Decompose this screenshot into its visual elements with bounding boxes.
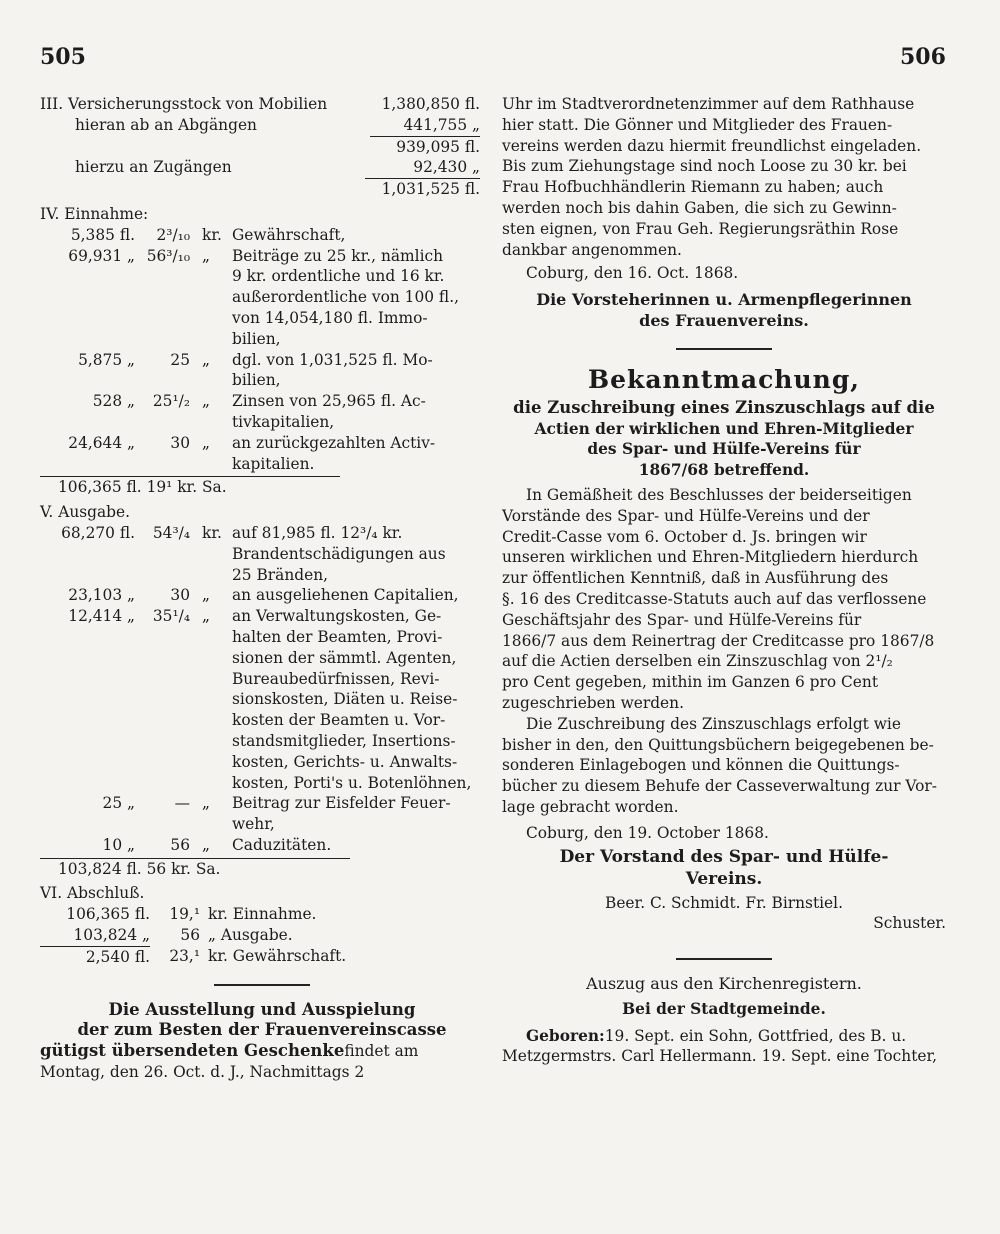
section3-row-value: 92,430 „ bbox=[413, 158, 480, 177]
paragraph-line: unseren wirklichen und Ehren-Mitgliedern hierdurch bbox=[502, 548, 919, 567]
right-column bbox=[502, 94, 946, 1067]
section3-row-value: 939,095 fl. bbox=[370, 136, 480, 158]
currency-unit: „ bbox=[202, 607, 210, 626]
spacer bbox=[40, 412, 232, 433]
balance-label: kr. Einnahme. bbox=[208, 905, 317, 924]
page-number-right: 506 bbox=[900, 44, 946, 70]
exhibition-line: der zum Besten der Frauenvereinscasse bbox=[77, 1020, 447, 1040]
exhibition-notice bbox=[40, 1000, 484, 1083]
ledger-row bbox=[40, 814, 484, 835]
paragraph-line: Vorstände des Spar- und Hülfe-Vereins und der bbox=[502, 506, 870, 525]
spacer bbox=[40, 565, 232, 586]
currency-unit: „ bbox=[202, 433, 210, 452]
paragraph-line: In Gemäßheit des Beschlusses der beiderseitigen bbox=[526, 485, 912, 504]
amount-gulden: 12,414 „ bbox=[68, 607, 135, 626]
ledger-row bbox=[40, 225, 484, 246]
ledger-row bbox=[40, 454, 484, 475]
balance-gulden: 106,365 fl. bbox=[66, 905, 150, 924]
board-signature: Der Vorstand des Spar- und Hülfe- bbox=[559, 846, 889, 867]
ledger-description: bilien, bbox=[232, 329, 281, 348]
ledger-description: Caduzitäten. bbox=[232, 835, 332, 854]
ledger-description: an zurückgezahlten Activ- bbox=[232, 433, 436, 452]
section4-sum: 106,365 fl. 19¹ kr. Sa. bbox=[58, 478, 227, 497]
spacer bbox=[40, 370, 232, 391]
section3-row-label: hierzu an Zugängen bbox=[75, 158, 232, 177]
ledger-description: Zinsen von 25,965 fl. Ac- bbox=[232, 392, 426, 411]
section-6 bbox=[40, 883, 484, 967]
ledger-row bbox=[40, 669, 484, 690]
spacer bbox=[40, 544, 232, 565]
paragraph-line: sonderen Einlagebogen und können die Quittungs- bbox=[502, 756, 900, 775]
divider bbox=[676, 958, 772, 960]
ledger-description: kapitalien. bbox=[232, 454, 315, 473]
divider bbox=[214, 984, 310, 986]
currency-unit: kr. bbox=[202, 523, 222, 542]
text-line: vereins werden dazu hiermit freundlichst eingeladen. bbox=[502, 136, 922, 155]
ledger-row bbox=[40, 370, 484, 391]
ledger-row bbox=[40, 266, 484, 287]
paragraph-line: bücher zu diesem Behufe der Casseverwaltung zur Vor- bbox=[502, 777, 937, 796]
spacer bbox=[40, 287, 232, 308]
paragraph-line: 1866/7 aus dem Reinertrag der Creditcasse pro 1867/8 bbox=[502, 631, 935, 650]
balance-gulden: 2,540 fl. bbox=[40, 946, 150, 968]
ledger-description: von 14,054,180 fl. Immo- bbox=[232, 308, 428, 327]
ledger-description: halten der Beamten, Provi- bbox=[232, 627, 443, 646]
balance-row bbox=[40, 925, 484, 946]
currency-unit: „ bbox=[202, 350, 210, 369]
born-line: Metzgermstrs. Carl Hellermann. 19. Sept. eine Tochter, bbox=[502, 1047, 938, 1066]
ledger-row bbox=[40, 710, 484, 731]
text-line: Uhr im Stadtverordnetenzimmer auf dem Rathhause bbox=[502, 95, 915, 113]
ledger-row bbox=[40, 246, 484, 267]
balance-row bbox=[40, 946, 484, 968]
ledger-description: kosten der Beamten u. Vor- bbox=[232, 711, 446, 730]
currency-unit: „ bbox=[202, 392, 210, 411]
amount-gulden: 25 „ bbox=[102, 794, 135, 813]
church-register-title: Auszug aus den Kirchenregistern. bbox=[586, 974, 862, 994]
left-column bbox=[40, 94, 484, 1083]
ledger-row bbox=[40, 350, 484, 371]
section3-label: III. Versicherungsstock von Mobilien bbox=[40, 95, 328, 113]
ledger-description: Beitrag zur Eisfelder Feuer- bbox=[232, 794, 451, 813]
ledger-description: bilien, bbox=[232, 371, 281, 390]
text-line: Bis zum Ziehungstage sind noch Loose zu 30 kr. bei bbox=[502, 157, 907, 176]
amount-kreuzer: 56 bbox=[170, 835, 190, 854]
spacer bbox=[40, 454, 232, 475]
currency-unit: „ bbox=[202, 246, 210, 265]
exhibition-last-line: Montag, den 26. Oct. d. J., Nachmittags 2 bbox=[40, 1063, 365, 1082]
paragraph-line: lage gebracht worden. bbox=[502, 797, 679, 816]
amount-kreuzer: — bbox=[174, 794, 190, 813]
balance-label: „ Ausgabe. bbox=[208, 926, 293, 945]
section3-value: 1,380,850 fl. bbox=[381, 95, 480, 113]
born-label: Geboren: bbox=[526, 1026, 605, 1045]
ledger-row bbox=[40, 835, 484, 856]
text-line: sten eignen, von Frau Geh. Regierungsräthin Rose bbox=[502, 219, 899, 238]
ledger-description: sionskosten, Diäten u. Reise- bbox=[232, 690, 458, 709]
ledger-description: an ausgeliehenen Capitalien, bbox=[232, 586, 459, 605]
ledger-row bbox=[40, 773, 484, 794]
exhibition-bold-part: gütigst übersendeten Geschenke bbox=[40, 1041, 345, 1061]
announcement-date: Coburg, den 19. October 1868. bbox=[526, 823, 769, 842]
ledger-description: auf 81,985 fl. 12³/₄ kr. bbox=[232, 523, 403, 542]
amount-kreuzer: 56³/₁₀ bbox=[146, 246, 190, 265]
paragraph-line: zur öffentlichen Kenntniß, daß in Ausführung des bbox=[502, 569, 889, 588]
ledger-row bbox=[40, 606, 484, 627]
ledger-description: Beiträge zu 25 kr., nämlich bbox=[232, 246, 444, 265]
board-signature: Vereins. bbox=[685, 868, 763, 889]
announcement-paragraph-2 bbox=[502, 714, 946, 818]
section-4 bbox=[40, 204, 484, 498]
announcement-paragraph-1 bbox=[502, 485, 946, 714]
ledger-description: außerordentliche von 100 fl., bbox=[232, 288, 459, 307]
currency-unit: „ bbox=[202, 586, 210, 605]
exhibition-continuation bbox=[502, 94, 946, 260]
spacer bbox=[40, 648, 232, 669]
spacer bbox=[40, 689, 232, 710]
ledger-description: 9 kr. ordentliche und 16 kr. bbox=[232, 267, 445, 286]
currency-unit: kr. bbox=[202, 225, 222, 244]
ledger-description: standsmitglieder, Insertions- bbox=[232, 731, 456, 750]
exhibition-date: Coburg, den 16. Oct. 1868. bbox=[526, 264, 739, 283]
amount-gulden: 24,644 „ bbox=[68, 433, 135, 452]
amount-kreuzer: 30 bbox=[170, 586, 190, 605]
text-line: hier statt. Die Gönner und Mitglieder des Frauen- bbox=[502, 115, 893, 134]
section5-title: V. Ausgabe. bbox=[40, 503, 131, 522]
exhibition-line: Die Ausstellung und Ausspielung bbox=[108, 999, 416, 1019]
text-line: Frau Hofbuchhändlerin Riemann zu haben; auch bbox=[502, 178, 884, 197]
ledger-row bbox=[40, 648, 484, 669]
paragraph-line: Credit-Casse vom 6. October d. Js. bringen wir bbox=[502, 527, 867, 546]
exhibition-rest: findet am bbox=[344, 1042, 419, 1061]
ledger-description: an Verwaltungskosten, Ge- bbox=[232, 607, 442, 626]
ledger-description: Gewährschaft, bbox=[232, 225, 346, 244]
section3-row-label bbox=[40, 178, 365, 200]
paragraph-line: pro Cent gegeben, mithin im Ganzen 6 pro Cent bbox=[502, 673, 879, 692]
amount-gulden: 68,270 fl. bbox=[61, 523, 135, 542]
spacer bbox=[40, 752, 232, 773]
ledger-description: Brandentschädigungen aus bbox=[232, 544, 446, 563]
ledger-row bbox=[40, 585, 484, 606]
ledger-row bbox=[40, 565, 484, 586]
subtitle-line: die Zuschreibung eines Zinszuschlags auf die bbox=[513, 397, 935, 417]
announcement-title: Bekanntmachung, bbox=[587, 364, 861, 394]
ledger-description: tivkapitalien, bbox=[232, 412, 335, 431]
born-line: 19. Sept. ein Sohn, Gottfried, des B. u. bbox=[604, 1026, 907, 1045]
balance-row bbox=[40, 904, 484, 925]
ledger-description: wehr, bbox=[232, 815, 275, 834]
balance-kreuzer: 23,¹ bbox=[169, 946, 200, 965]
balance-kreuzer: 19,¹ bbox=[169, 905, 200, 924]
section5-sum: 103,824 fl. 56 kr. Sa. bbox=[58, 859, 221, 878]
currency-unit: „ bbox=[202, 835, 210, 854]
ledger-description: Bureaubedürfnissen, Revi- bbox=[232, 669, 440, 688]
section-3 bbox=[40, 94, 484, 200]
women-association-signature: Die Vorsteherinnen u. Armenpflegerinnen bbox=[536, 290, 912, 310]
spacer bbox=[40, 627, 232, 648]
ledger-row bbox=[40, 287, 484, 308]
spacer bbox=[40, 773, 232, 794]
amount-kreuzer: 30 bbox=[170, 433, 190, 452]
section3-row-label bbox=[40, 136, 370, 158]
ledger-row bbox=[40, 731, 484, 752]
amount-kreuzer: 25 bbox=[170, 350, 190, 369]
amount-gulden: 5,875 „ bbox=[78, 350, 135, 369]
paragraph-line: §. 16 des Creditcasse-Statuts auch auf das verflossene bbox=[502, 589, 927, 608]
spacer bbox=[40, 308, 232, 329]
paragraph-line: zugeschrieben werden. bbox=[502, 693, 684, 712]
section3-row-value: 1,031,525 fl. bbox=[365, 178, 480, 200]
ledger-row bbox=[40, 433, 484, 454]
amount-gulden: 528 „ bbox=[92, 392, 135, 411]
section4-title: IV. Einnahme: bbox=[40, 204, 149, 223]
amount-kreuzer: 35¹/₄ bbox=[152, 607, 190, 626]
ledger-row bbox=[40, 523, 484, 544]
section3-row-value: 441,755 „ bbox=[403, 115, 480, 134]
ledger-row bbox=[40, 412, 484, 433]
amount-gulden: 69,931 „ bbox=[68, 246, 135, 265]
spacer bbox=[40, 710, 232, 731]
text-line: dankbar angenommen. bbox=[502, 240, 682, 259]
divider bbox=[676, 348, 772, 350]
ledger-row bbox=[40, 544, 484, 565]
announcement-subtitle bbox=[502, 398, 946, 481]
spacer bbox=[40, 731, 232, 752]
balance-kreuzer: 56 bbox=[180, 926, 200, 945]
ledger-row bbox=[40, 329, 484, 350]
spacer bbox=[40, 266, 232, 287]
women-association-signature: des Frauenvereins. bbox=[639, 310, 809, 330]
section6-title: VI. Abschluß. bbox=[40, 884, 145, 903]
spacer bbox=[40, 329, 232, 350]
spacer bbox=[40, 669, 232, 690]
ledger-row bbox=[40, 308, 484, 329]
ledger-row bbox=[40, 793, 484, 814]
ledger-description: kosten, Gerichts- u. Anwalts- bbox=[232, 752, 458, 771]
paragraph-line: bisher in den, den Quittungsbüchern beigegebenen be- bbox=[502, 735, 934, 754]
ledger-row bbox=[40, 752, 484, 773]
page-number-left: 505 bbox=[40, 44, 86, 70]
subtitle-line: 1867/68 betreffend. bbox=[638, 461, 810, 480]
ledger-row bbox=[40, 391, 484, 412]
spacer bbox=[40, 814, 232, 835]
ledger-description: kosten, Porti's u. Botenlöhnen, bbox=[232, 773, 472, 792]
paragraph-line: auf die Actien derselben ein Zinszuschlag von 2¹/₂ bbox=[502, 652, 893, 671]
ledger-row bbox=[40, 689, 484, 710]
amount-gulden: 5,385 fl. bbox=[70, 225, 135, 244]
amount-gulden: 10 „ bbox=[102, 835, 135, 854]
balance-gulden: 103,824 „ bbox=[73, 926, 150, 945]
balance-label: kr. Gewährschaft. bbox=[208, 946, 347, 965]
ledger-description: sionen der sämmtl. Agenten, bbox=[232, 648, 457, 667]
subtitle-line: Actien der wirklichen und Ehren-Mitglieder bbox=[534, 419, 914, 438]
section-5 bbox=[40, 502, 484, 879]
ledger-description: dgl. von 1,031,525 fl. Mo- bbox=[232, 350, 433, 369]
paragraph-line: Die Zuschreibung des Zinszuschlags erfolgt wie bbox=[526, 714, 901, 733]
amount-kreuzer: 25¹/₂ bbox=[152, 392, 190, 411]
subtitle-line: des Spar- und Hülfe-Vereins für bbox=[587, 440, 861, 459]
ledger-row bbox=[40, 627, 484, 648]
section3-row-label: hieran ab an Abgängen bbox=[75, 115, 257, 134]
paragraph-line: Geschäftsjahr des Spar- und Hülfe-Vereins für bbox=[502, 610, 862, 629]
amount-kreuzer: 54³/₄ bbox=[152, 523, 190, 542]
text-line: werden noch bis dahin Gaben, die sich zu Gewinn- bbox=[502, 198, 897, 217]
ledger-description: 25 Bränden, bbox=[232, 565, 328, 584]
board-name-last: Schuster. bbox=[873, 914, 946, 933]
amount-kreuzer: 2³/₁₀ bbox=[156, 225, 190, 244]
church-register-subtitle: Bei der Stadtgemeinde. bbox=[622, 999, 826, 1018]
board-names: Beer. C. Schmidt. Fr. Birnstiel. bbox=[605, 893, 843, 912]
amount-gulden: 23,103 „ bbox=[68, 586, 135, 605]
currency-unit: „ bbox=[202, 794, 210, 813]
